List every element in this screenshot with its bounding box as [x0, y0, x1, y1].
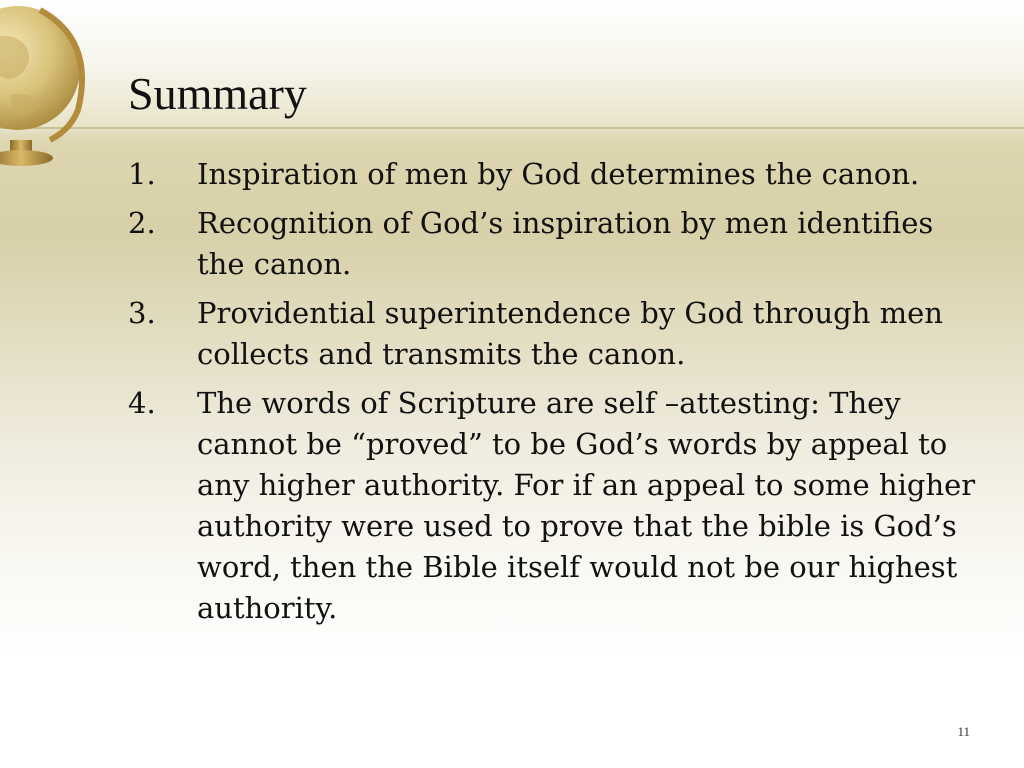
point-number: 4.	[128, 386, 156, 420]
summary-point	[128, 293, 978, 375]
summary-list	[128, 154, 978, 637]
point-text: Inspiration of men by God determines the canon.	[197, 157, 920, 191]
point-number: 1.	[128, 157, 156, 191]
slide-number: 11	[957, 724, 970, 739]
title-divider	[0, 127, 1024, 129]
point-number: 2.	[128, 206, 156, 240]
point-text: Providential superintendence by God through men collects and transmits the canon.	[197, 296, 943, 371]
slide-title: Summary	[128, 68, 307, 119]
point-text: The words of Scripture are self –attesting: They cannot be “proved” to be God’s words by appeal to any higher authority. For if an appeal to some higher authority were used to prove that the bible is God’s word, then the Bible itself would not be our highest authority.	[197, 386, 976, 625]
globe-icon	[0, 0, 110, 175]
summary-point	[128, 154, 978, 195]
summary-point	[128, 203, 978, 285]
summary-point	[128, 383, 978, 629]
point-text: Recognition of God’s inspiration by men identifies the canon.	[197, 206, 934, 281]
point-number: 3.	[128, 296, 156, 330]
